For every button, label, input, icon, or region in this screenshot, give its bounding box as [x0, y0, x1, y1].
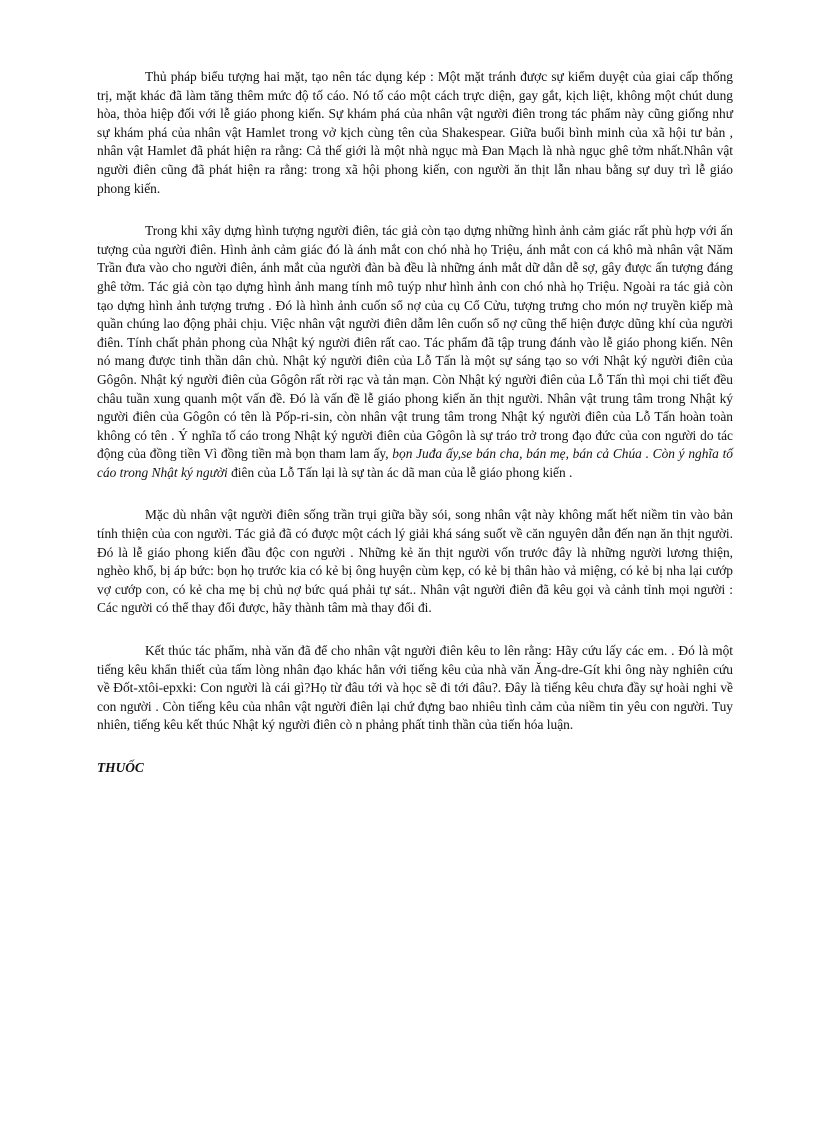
paragraph-3: Mặc dù nhân vật người điên sống trần trụi giữa bầy sói, song nhân vật này không mất hết niềm tin vào bản tính thiện của con người. Tác giả đã có được một cách lý giải khá sáng suốt về căn nguyên dẫn đến nạn ăn thịt người. Đó là lễ giáo phong kiến đầu độc con người . Những kẻ ăn thịt người vốn trước đây là những người lương thiện, nghèo khổ, bị áp bức: bọn họ trước kia có kẻ bị ông huyện cùm kẹp, có kẻ bị thân hào vả miệng, có kẻ bị nha lại cướp vợ cướp con, có kẻ cha mẹ bị chủ nợ bức quá phải tự sát.. Nhân vật người điên đã kêu gọi và cảnh tỉnh mọi người : Các người có thể thay đổi được, hãy thành tâm mà thay đổi đi. [97, 507, 733, 616]
paragraph-2 [97, 222, 733, 482]
paragraph-4: Kết thúc tác phẩm, nhà văn đã để cho nhân vật người điên kêu to lên rằng: Hãy cứu lấy các em. . Đó là một tiếng kêu khẩn thiết của tấm lòng nhân đạo khác hẳn với tiếng kêu của nhà văn Ăng-dre-Gít khi ông này nghiên cứu về Đốt-xtôi-epxki: Con người là cái gì?Họ từ đâu tới và học sẽ đi tới đâu?. Đây là tiếng kêu chưa đầy sự hoài nghi về con người . Còn tiếng kêu của nhân vật người điên lại chứ đựng bao nhiêu tình cảm của niềm tin yêu con người. Tuy nhiên, tiếng kêu kết thúc Nhật ký người điên cò n phảng phất tinh thần của tiến hóa luận. [97, 643, 733, 733]
paragraph-gap [97, 482, 733, 506]
paragraph-2-text: Trong khi xây dựng hình tượng người điên, tác giả còn tạo dựng những hình ảnh cảm giác rất phù hợp với ấn tượng của người điên. Hình ảnh cảm giác đó là ánh mắt con chó nhà họ Triệu, ánh mắt con cá khô mà nhân vật Năm Trần đưa vào cho người điên, ánh mắt của người đàn bà đều là những ánh mắt dữ dằn dễ sợ, gây được ấn tượng đáng ghê tởm. Tác giả còn tạo dựng hình ảnh mang tính mô tuýp như hình ảnh con chó nhà họ Triệu. Ngoài ra tác giả còn tạo dựng hình ảnh tượng trưng . Đó là hình ảnh cuốn sổ nợ của cụ Cổ Cửu, tượng trưng cho món nợ truyền kiếp mà quần chúng lao động phải chịu. Việc nhân vật người điên dẫm lên cuốn sổ nợ cũng thể hiện được dũng khí của người điên. Tính chất phản phong của Nhật ký người điên rất cao. Tác phẩm đã tập trung đánh vào lễ giáo phong kiến. Nên nó mang được tinh thần dân chủ. Nhật ký người điên của Lỗ Tấn là một sự sáng tạo so với Nhật ký người điên của Gôgôn. Nhật ký người điên của Gôgôn rất rời rạc và tản mạn. Còn Nhật ký người điên của Lỗ Tấn thì mọi chi tiết đều châu tuần xung quanh một vấn đề. Đó là vấn đề lễ giáo phong kiến ăn thịt người. Nhân vật trung tâm trong Nhật ký người điên của Gôgôn có tên là Pốp-ri-sin, còn nhân vật trung tâm trong Nhật ký người điên của Lỗ Tấn hoàn toàn không có tên . Ý nghĩa tố cáo trong Nhật ký người điên của Gôgôn là sự tráo trở trong đạo đức của con người do tác động của đồng tiền Vì đồng tiền mà bọn tham lam ấy, [97, 223, 733, 462]
paragraph-1: Thủ pháp biểu tượng hai mặt, tạo nên tác dụng kép : Một mặt tránh được sự kiểm duyệt của giai cấp thống trị, mặt khác đã làm tăng thêm mức độ tố cáo. Nó tố cáo một cách trực diện, gay gắt, kịch liệt, không một chút dung hòa, thỏa hiệp đối với lễ giáo phong kiến. Sự khám phá của nhân vật người điên trong tác phẩm này cũng giống như sự khám phá của nhân vật Hamlet trong vở kịch cùng tên của Shakespear. Giữa buổi bình minh của xã hội tư bản , nhân vật Hamlet đã phát hiện ra rằng: Cả thế giới là một nhà ngục mà Đan Mạch là nhà ngục ghê tởm nhất.Nhân vật người điên cũng đã phát hiện ra rằng: trong xã hội phong kiến, con người ăn thịt lẫn nhau bằng sự duy trì lễ giáo phong kiến. [97, 69, 733, 196]
paragraph-2-text-end: điên của Lỗ Tấn lại là sự tàn ác dã man của lễ giáo phong kiến . [227, 464, 573, 480]
paragraph-gap [97, 618, 733, 642]
document-page [97, 68, 733, 778]
paragraph-gap [97, 735, 733, 759]
section-heading: THUỐC [97, 760, 144, 775]
paragraph-2-italic-text: bọn Juđa ấy,se bán cha, bán mẹ, bán cả Chúa . Còn ý nghĩa tố cáo trong Nhật ký người [97, 446, 733, 480]
paragraph-gap [97, 198, 733, 222]
